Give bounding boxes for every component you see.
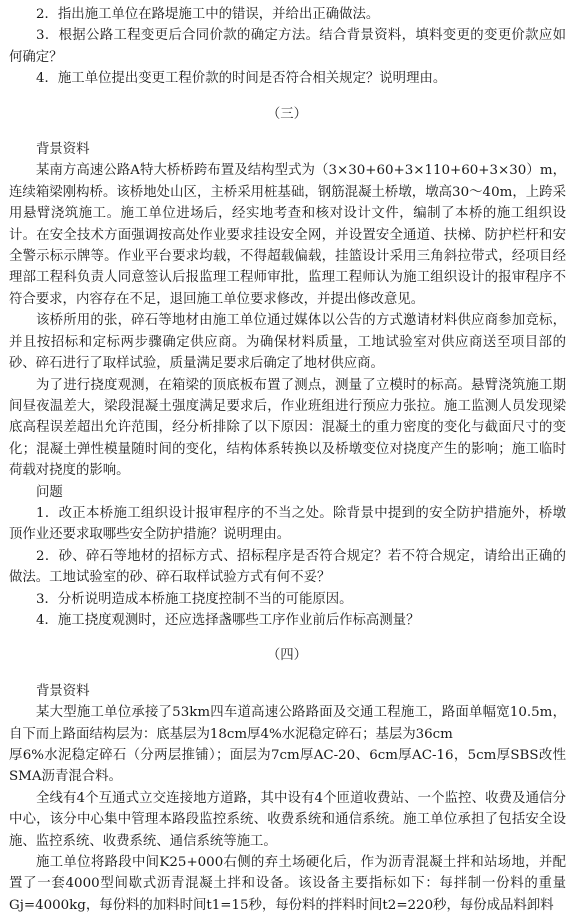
background-label: 背景资料 [36,683,90,699]
question-3: 3．根据公路工程变更后合同价款的确定方法。结合背景资料，填料变更的变更价款应如何确定？ [9,28,566,65]
background-paragraph: 某南方高速公路A特大桥桥跨布置及结构型式为（3×30+60+3×110+60+3×30）m，连续箱梁刚构桥。该桥地处山区，主桥采用桩基础，钢筋混凝土桥墩，墩高30～40m，上跨采用悬臂浇筑施工。施工单位进场后，经实地考查和核对设计文件，编制了本桥的施工组织设计。在安全技术方面强调按高处作业要求挂设安全网，并设置安全通道、扶梯、防护栏杆和安全警示标示牌等。作业平台要求均载，不得超载偏载，挂篮设计采用三角斜拉带式，经项目经理部工程科负责人同意签认后报监理工程师审批，监理工程师认为施工组织设计的报审程序不符合要求，内容存在不足，退回施工单位要求修改，并提出修改意见。 [9,163,566,307]
question-3: 3．分析说明造成本桥施工挠度控制不当的可能原因。 [36,591,353,607]
background-paragraph: 全线有4个互通式立交连接地方道路，其中设有4个匝道收费站、一个监控、收费及通信分中心，该分中心集中管理本路段监控系统、收费系统和通信系统。施工单位承担了包括安全设施、监控系统、收费系统、通信系统等施工。 [9,790,566,849]
question-4: 4．施工单位提出变更工程价款的时间是否符合相关规定？说明理由。 [36,71,447,87]
background-paragraph: 该桥所用的张，碎石等地材由施工单位通过媒体以公告的方式邀请材料供应商参加竞标，并且按招标和定标两步骤确定供应商。为确保材料质量，工地试验室对供应商送至项目部的砂、碎石进行了取样试验，质量满足要求后确定了地材供应商。 [9,313,566,372]
background-paragraph-continued: 厚6%水泥稳定碎石（分两层推铺）；面层为7cm厚AC-20、6cm厚AC-16，5cm厚SBS改性SMA沥青混合料。 [9,748,566,785]
questions-label: 问题 [36,484,63,500]
background-paragraph: 为了进行挠度观测，在箱梁的顶底板布置了测点，测量了立模时的标高。悬臂浇筑施工期间昼夜温差大，梁段混凝土强度满足要求后，作业班组进行预应力张拉。施工监测人员发现梁底高程误差超出允许范围，经分析排除了以下原因：混凝土的重力密度的变化与截面尺寸的变化；混凝土弹性模量随时间的变化，结构体系转换以及桥墩变位对挠度产生的影响；施工临时荷载对挠度的影响。 [9,377,566,479]
question-2: 2．砂、碎石等地材的招标方式、招标程序是否符合规定？若不符合规定，请给出正确的做法。工地试验室的砂、碎石取样试验方式有何不妥？ [9,548,566,586]
section-heading-3: （三） [266,106,308,122]
section-heading-4: （四） [266,648,308,664]
background-paragraph: 施工单位将路段中间K25+000右侧的弃土场硬化后，作为沥青混凝土拌和站场地，并配置了一套4000型间歇式沥青混凝土拌和设备。该设备主要指标如下：每拌制一份料的重量Gj=4000kg，每份料的加料时间t1=15秒，每份料的拌料时间t2=220秒，每份成品料卸料 [9,855,566,913]
question-4: 4．施工挠度观测时，还应选择盏哪些工序作业前后作标高测量？ [36,612,420,628]
background-paragraph: 某大型施工单位承接了53km四车道高速公路路面及交通工程施工，路面单幅宽10.5m，自下而上路面结构层为：底基层为18cm厚4%水泥稳定碎石；基层为36cm [9,705,566,742]
background-label: 背景资料 [36,142,90,158]
question-1: 1．改正本桥施工组织设计报审程序的不当之处。除背景中提到的安全防护措施外，桥墩顶作业还要求取哪些安全防护措施？说明理由。 [9,505,566,543]
question-2: 2．指出施工单位在路堤施工中的错误，并给出正确做法。 [36,7,380,22]
